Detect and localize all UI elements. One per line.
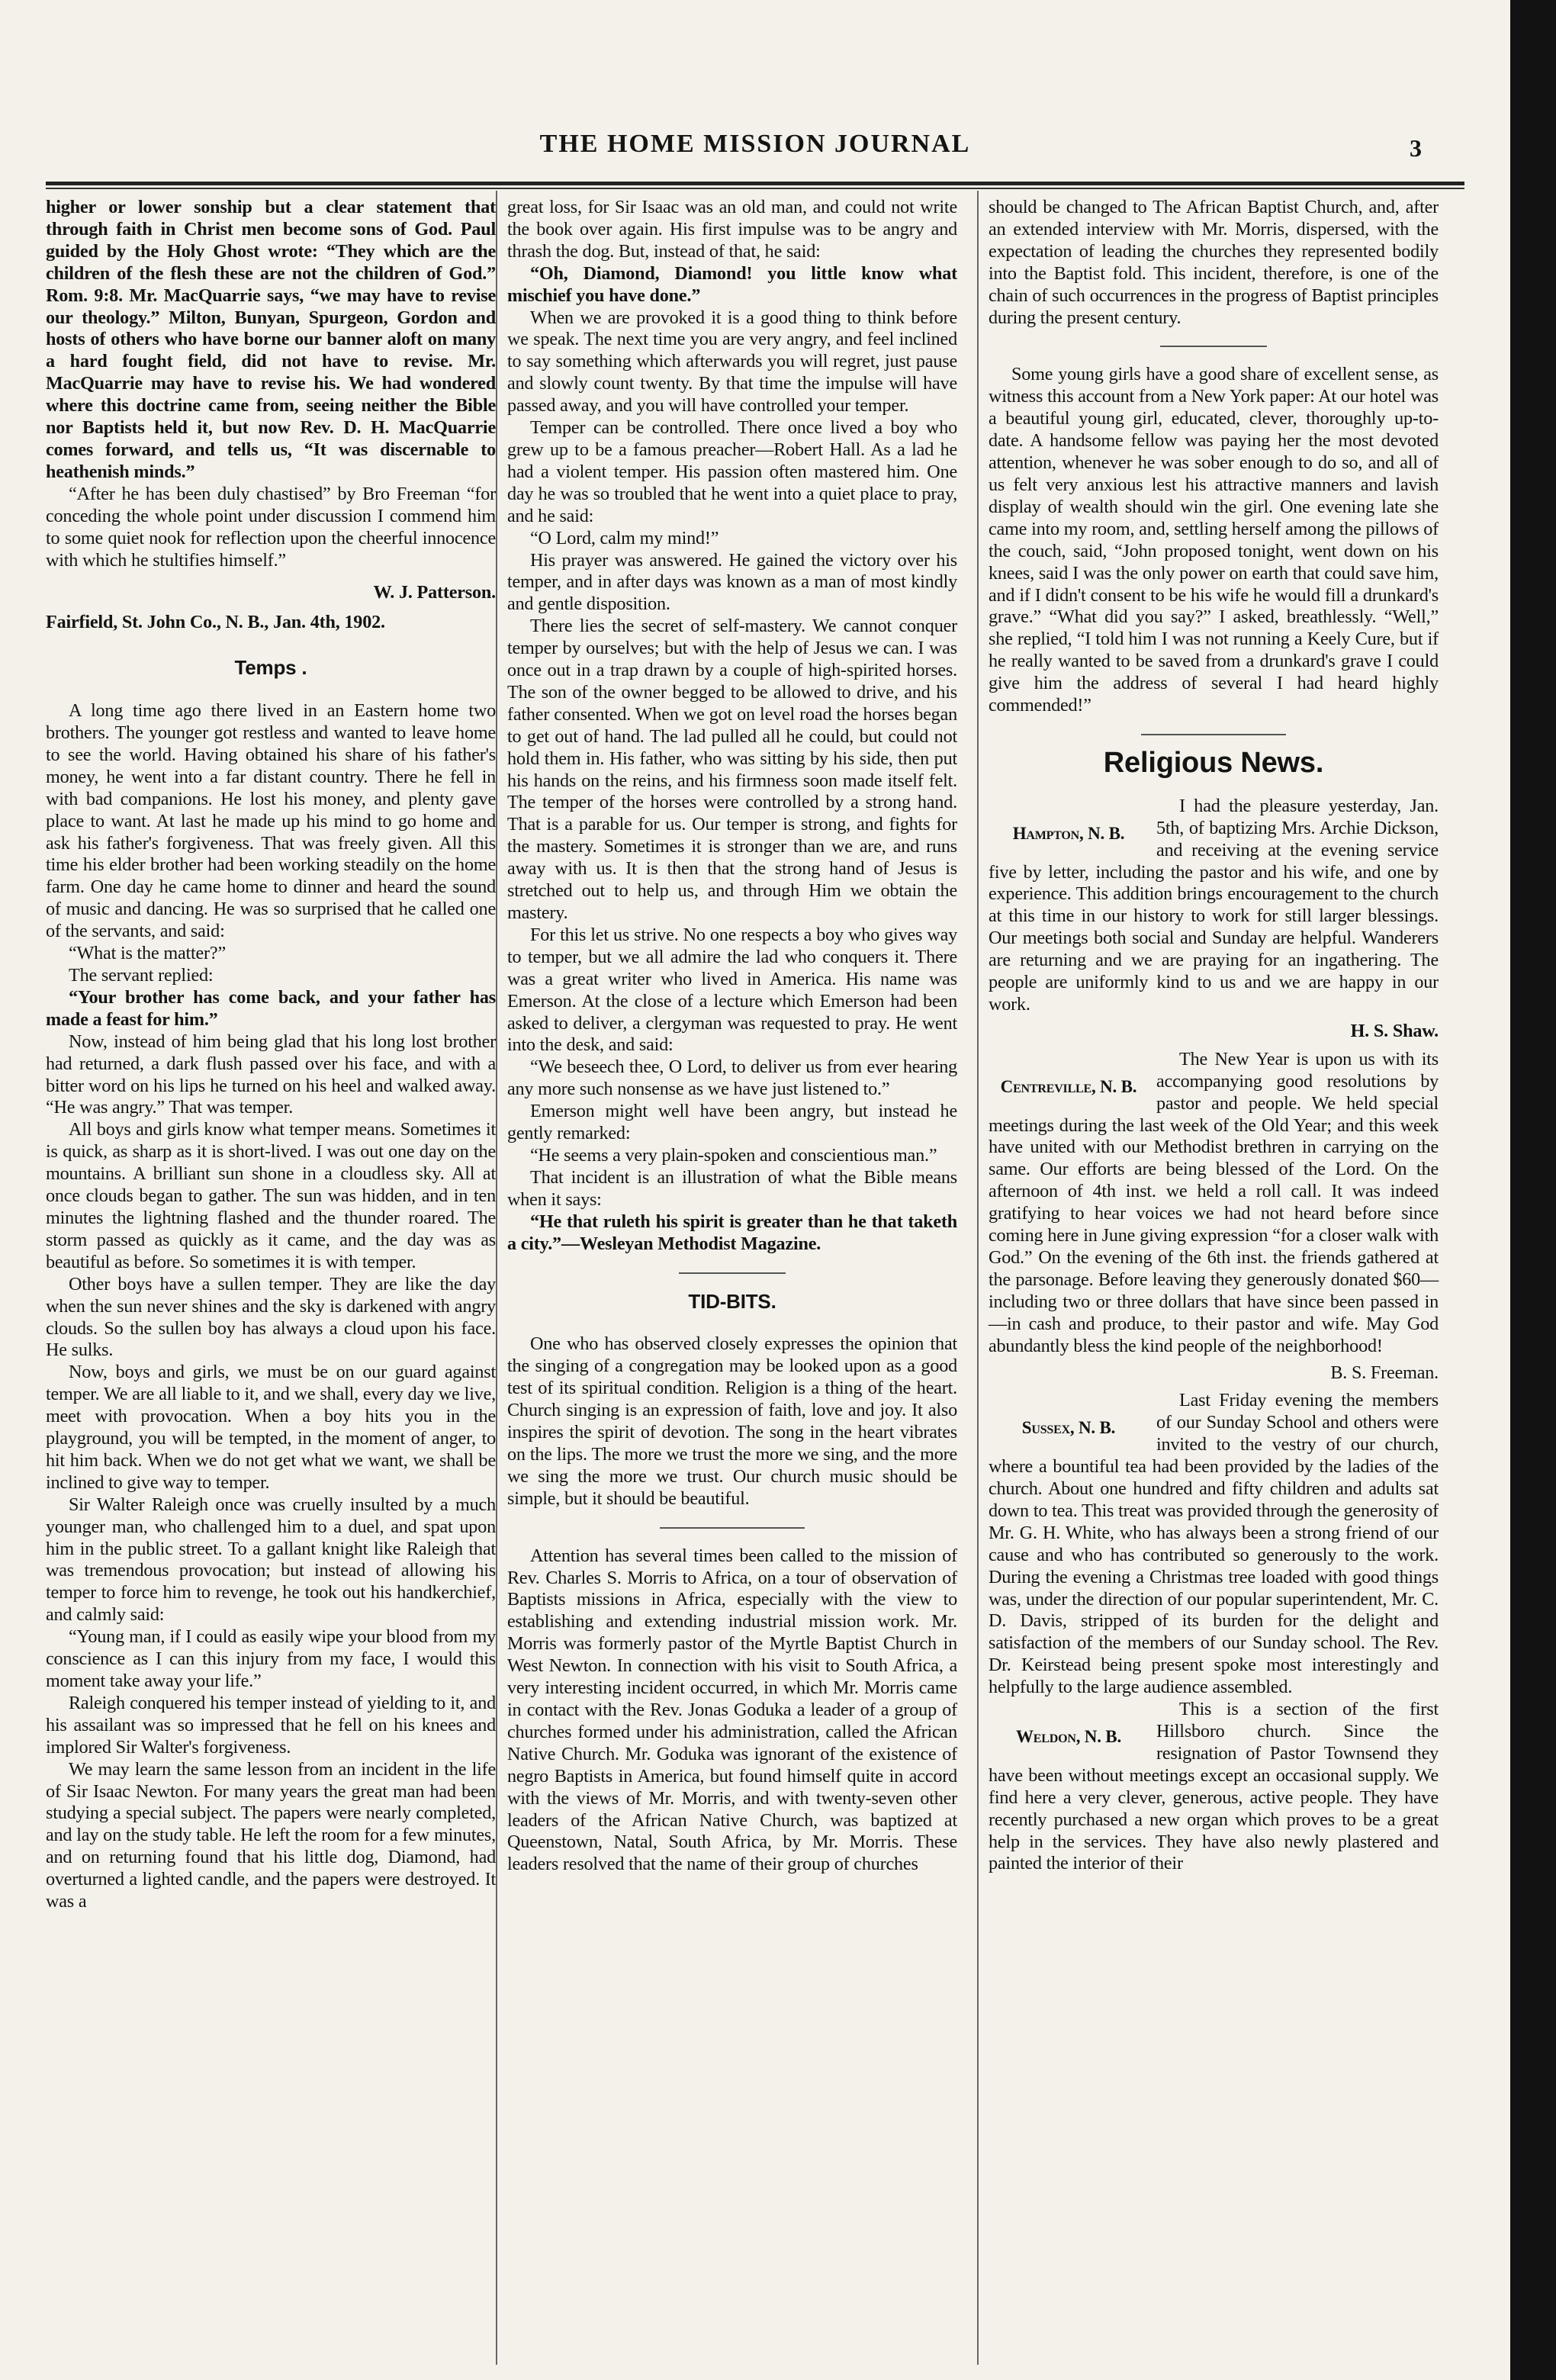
tidbit-paragraph: One who has observed closely expresses the opinion that the singing of a congregation may be looked upon as a good test of its spiritual condition. Religion is a thing of the heart. Church singing is an expression of faith, love and joy. It also inspires the spirit of devotion. The song in the heart vibrates on the lips. The more we trust the more we sing, and the more we sing the more we trust. Our church music should be simple, but it should be beautiful. <box>507 1333 957 1509</box>
article-paragraph: There lies the secret of self-mastery. We cannot conquer temper by ourselves; but with the help of Jesus we can. I was once out in a trap drawn by a couple of high-spirited horses. The son of the owner begged to be allowed to drive, and his father consented. When we got on level road the horses began to get out of hand. The lad pulled all he could, but could not hold them in. His father, who was sitting by his side, then put his hands on the reins, and his firmness soon made itself felt. The temper of the horses were controlled by a strong hand. That is a parable for us. Our temper is strong, and fights for the mastery. Sometimes it is stronger than we are, and runs away with us. It is then that the strong hand of Jesus is stretched out to help us, and through Him we obtain the mastery. <box>507 616 957 923</box>
column-3 <box>989 197 1439 1875</box>
article-paragraph: All boys and girls know what temper means. Sometimes it is quick, as sharp as it is short-lived. I was out one day on the mountains. A brilliant sun shone in a cloudless sky. All at once clouds began to gather. The sun was hidden, and in ten minutes the lightning flashed and the thunder roared. The storm passed as quickly as it came, and the day was as beautiful as before. So sometimes it is with temper. <box>46 1119 496 1272</box>
column-2 <box>507 197 957 1876</box>
section-separator <box>1141 734 1286 735</box>
article-paragraph: Now, instead of him being glad that his long lost brother had returned, a dark flush passed over his face, and with a bitter word on his lips he turned on his heel and walked away. “He was angry.” That was temper. <box>46 1031 496 1118</box>
letter-paragraph: “After he has been duly chastised” by Bro Freeman “for conceding the whole point under discussion I commend him to some quiet nook for reflection upon the cheerful innocence with which he stultifies himself.” <box>46 483 496 571</box>
article-paragraph: “Young man, if I could as easily wipe your blood from my conscience as I can this injury from my face, I would this moment take away your life.” <box>46 1626 496 1691</box>
letter-paragraph: higher or lower sonship but a clear statement that through faith in Christ men become sons of God. Paul guided by the Holy Ghost wrote: “They which are the children of the flesh these are not the children of God.” Rom. 9:8. Mr. MacQuarrie says, “we may have to revise our theology.” Milton, Bunyan, Spurgeon, Gordon and hosts of others who have borne our banner aloft on many a hard fought field, did not have to revise. Mr. MacQuarrie may have to revise his. We had wondered where this doctrine came from, seeing neither the Bible nor Baptists held it, but now Rev. D. H. MacQuarrie comes forward, and tells us, “It was discernable to heathenish minds.” <box>46 197 496 482</box>
tidbit-paragraph: Attention has several times been called to the mission of Rev. Charles S. Morris to Africa, on a tour of observation of Baptists missions in Africa, especially with the view to establishing and extending industrial mission work. Mr. Morris was formerly pastor of the Myrtle Baptist Church in West Newton. In connection with his visit to South Africa, a very interesting incident occurred, in which Mr. Morris came in contact with the Rev. Jonas Goduka a leader of a group of churches formed under his administration, called the African Native Church. Mr. Goduka was ignorant of the existence of negro Baptists in America, but found himself quite in accord with the views of Mr. Morris, and with twenty-seven other leaders of the African Native Church, was baptized at Queenstown, Natal, South Africa, by Mr. Morris. These leaders resolved that the name of their group of churches <box>507 1545 957 1875</box>
column-divider <box>977 191 979 2365</box>
article-paragraph: “Oh, Diamond, Diamond! you little know what mischief you have done.” <box>507 262 957 306</box>
article-paragraph: His prayer was answered. He gained the victory over his temper, and in after days was known as a man of most kindly and gentle disposition. <box>507 549 957 615</box>
article-paragraph: Raleigh conquered his temper instead of yielding to it, and his assailant was so impressed that he fell on his knees and implored Sir Walter's forgiveness. <box>46 1692 496 1758</box>
page-number: 3 <box>1410 134 1422 162</box>
article-paragraph: “O Lord, calm my mind!” <box>530 527 719 548</box>
news-place-centreville: Centreville, N. B. <box>1000 1076 1137 1096</box>
article-paragraph: We may learn the same lesson from an incident in the life of Sir Isaac Newton. For many years the great man had been studying a special subject. The papers were nearly completed, and lay on the study table. He left the room for a few minutes, and on returning found that his little dog, Diamond, had overturned a lighted candle, and the papers were destroyed. It was a <box>46 1758 496 1912</box>
article-paragraph: Now, boys and girls, we must be on our guard against temper. We are all liable to it, and we shall, every day we live, meet with provocation. When a boy hits you in the playground, you will be tempted, in the moment of anger, to hit him back. When we do not get what we want, we shall be inclined to give way to temper. <box>46 1362 496 1493</box>
article-paragraph: For this let us strive. No one respects a boy who gives way to temper, but we all admire the lad who conquers it. There was a great writer who lived in America. His name was Emerson. At the close of a lecture which Emerson had been asked to deliver, a clergyman was requested to pray. He went into the desk, and said: <box>507 924 957 1056</box>
news-signature: B. S. Freeman. <box>1330 1362 1439 1383</box>
news-paragraph: The New Year is upon us with its accompanying good resolutions by pastor and people. We held special meetings during the last week of the Old Year; and this week have united with our Methodist brethren in carrying on the same. Our efforts are being blessed of the Lord. On the afternoon of 4th inst. we held a roll call. It was indeed gratifying to hear voices we had not heard before since coming here in June giving expression “for a closer walk with God.” On the evening of the 6th inst. the friends gathered at the parsonage. Before leaving they generously donated $60—including two or three dollars that have since been passed in—in cash and produce, to their pastor and wife. May God abundantly bless the kind people of the neighborhood! <box>989 1048 1439 1356</box>
article-paragraph: “He that ruleth his spirit is greater than he that taketh a city.”—Wesleyan Methodist Magazine. <box>507 1211 957 1254</box>
article-paragraph: “What is the matter?” <box>69 943 226 964</box>
article-paragraph: Temper can be controlled. There once lived a boy who grew up to be a famous preacher—Robert Hall. As a lad he had a violent temper. His passion often mastered him. One day he was so troubled that he went into a quiet place to pray, and he said: <box>507 417 957 526</box>
article-paragraph: “Your brother has come back, and your father has made a feast for him.” <box>46 986 496 1030</box>
section-separator <box>1160 346 1267 347</box>
section-separator <box>660 1527 805 1529</box>
article-paragraph: A long time ago there lived in an Eastern home two brothers. The younger got restless and wanted to leave home to see the world. Having obtained his share of his father's money, he went into a far distant country. There he fell in with bad companions. He lost his money, and plenty gave place to want. At last he made up his mind to go home and ask his father's forgiveness. That was freely given. All this time his elder brother had been working steadily on the home farm. One day he came home to dinner and heard the sound of music and dancing. He was so surprised that he called one of the servants, and said: <box>46 700 496 942</box>
news-paragraph: Last Friday evening the members of our Sunday School and others were invited to the vestry of our church, where a bountiful tea had been provided by the ladies of the church. About one hundred and fifty children and adults sat down to tea. This treat was provided through the generosity of Mr. G. H. White, who has always been a strong friend of our cause and who has contributed so generously to the work. During the evening a Christmas tree loaded with good things was, under the direction of our popular superintendent, Mr. C. D. Davis, stripped of its burden for the delight and satisfaction of the members of our Sunday school. The Rev. Dr. Keirstead being present spoke most interestingly and helpfully to the large audience assembled. <box>989 1390 1439 1698</box>
news-paragraph: This is a section of the first Hillsboro church. Since the resignation of Pastor Townsend they have been without meetings except an occasional supply. We find here a very clever, generous, active people. They have recently purchased a new organ which proves to be a great help in the services. They have also newly plastered and painted the interior of their <box>989 1699 1439 1874</box>
journal-title: THE HOME MISSION JOURNAL <box>539 130 971 158</box>
article-paragraph: “We beseech thee, O Lord, to deliver us from ever hearing any more such nonsense as we have just listened to.” <box>507 1057 957 1100</box>
news-place-sussex: Sussex, N. B. <box>1021 1418 1116 1438</box>
article-paragraph: The servant replied: <box>69 965 214 986</box>
news-place-weldon: Weldon, N. B. <box>1016 1727 1121 1747</box>
letter-signature: W. J. Patterson. <box>373 582 496 603</box>
column-1 <box>46 197 496 1913</box>
article-paragraph: great loss, for Sir Isaac was an old man, and could not write the book over again. His first impulse was to be angry and thrash the dog. But, instead of that, he said: <box>507 197 957 262</box>
header-rule <box>46 182 1464 185</box>
section-separator <box>679 1272 786 1274</box>
tidbit-paragraph: Some young girls have a good share of excellent sense, as witness this account from a New York paper: At our hotel was a beautiful young girl, educated, clever, thoroughly up-to-date. A handsome fellow was paying her the most devoted attention, whenever he was sober enough to do so, and all of us felt very anxious lest his attractive manners and lavish display of wealth should win the girl. One evening late she came into my room, and, settling herself among the pillows of the couch, said, “John proposed tonight, went down on his knees, said I was the only power on earth that could save him, and if I didn't consent to be his wife he would fill a drunkard's grave.” “What did you say?” I asked, breathlessly. “Well,” she replied, “I told him I was not running a Keely Cure, but if he really wanted to be saved from a drunkard's grave I could give him the address of several I had heard highly commended!” <box>989 364 1439 716</box>
page-edge-shadow <box>1510 0 1556 2380</box>
news-signature: H. S. Shaw. <box>1350 1020 1439 1041</box>
article-paragraph: That incident is an illustration of what the Bible means when it says: <box>507 1166 957 1210</box>
header-rule-thin <box>46 188 1464 189</box>
article-paragraph: Emerson might well have been angry, but instead he gently remarked: <box>507 1101 957 1144</box>
section-title-tidbits: TID-BITS. <box>688 1289 776 1313</box>
article-paragraph: “He seems a very plain-spoken and conscientious man.” <box>530 1144 937 1166</box>
tidbit-paragraph: should be changed to The African Baptist Church, and, after an extended interview with Mr. Morris, dispersed, with the expectation of leading the churches they represented bodily into the Baptist fold. This incident, therefore, is one of the chain of such occurrences in the progress of Baptist principles during the present century. <box>989 197 1439 328</box>
column-divider <box>496 191 497 2365</box>
article-title-temper: Temps . <box>234 656 307 680</box>
letter-dateline: Fairfield, St. John Co., N. B., Jan. 4th, 1902. <box>46 612 385 633</box>
article-paragraph: When we are provoked it is a good thing to think before we speak. The next time you are very angry, and feel inclined to say something which afterwards you will regret, just pause and slowly count twenty. By that time the impulse will have passed away, and you will have controlled your temper. <box>507 307 957 416</box>
news-place-hampton: Hampton, N. B. <box>1012 823 1125 843</box>
article-paragraph: Other boys have a sullen temper. They are like the day when the sun never shines and the sky is darkened with angry clouds. So the sullen boy has always a cloud upon his face. He sulks. <box>46 1273 496 1361</box>
news-paragraph: I had the pleasure yesterday, Jan. 5th, of baptizing Mrs. Archie Dickson, and receiving at the evening service five by letter, including the pastor and his wife, and one by experience. This addition brings encouragement to the church at this time in our history to work for still larger blessings. Our meetings both social and Sunday are helpful. Wanderers are returning and we are praying for an ingathering. The people are uniformly kind to us and we are happy in our work. <box>989 795 1439 1015</box>
section-title-religious-news: Religious News. <box>1103 746 1324 779</box>
article-paragraph: Sir Walter Raleigh once was cruelly insulted by a much younger man, who challenged him to a duel, and spat upon him in the public street. To a gallant knight like Raleigh that was tremendous provocation; but instead of allowing his temper to force him to revenge, he took out his handkerchief, and calmly said: <box>46 1494 496 1626</box>
